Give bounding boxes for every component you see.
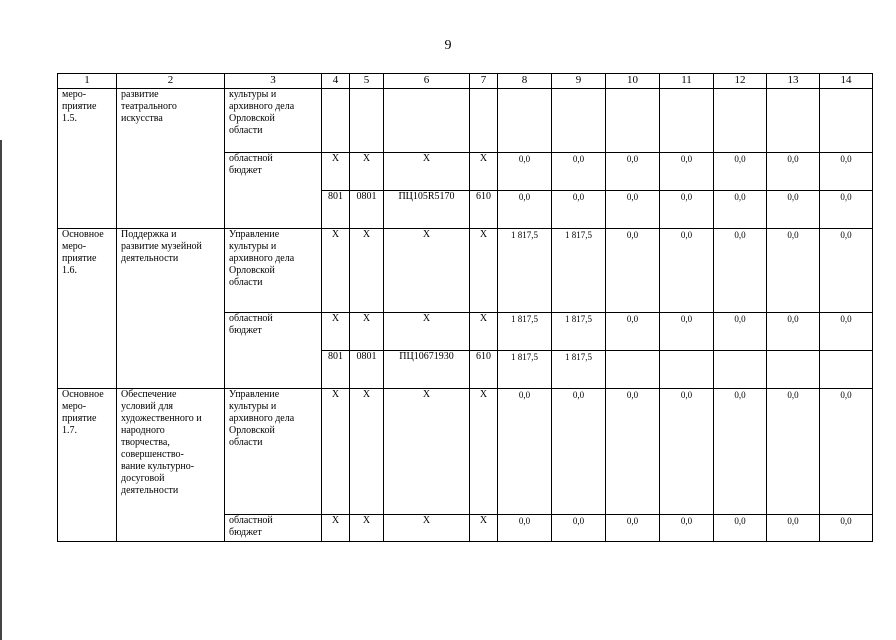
value-cell: 0,0 — [606, 191, 660, 229]
value-cell — [767, 351, 820, 389]
value-cell — [552, 89, 606, 153]
header-cell: 9 — [552, 74, 606, 89]
code-cell: X — [470, 313, 498, 351]
value-cell: 0,0 — [820, 153, 873, 191]
value-cell — [820, 351, 873, 389]
code-cell — [322, 89, 350, 153]
value-cell: 0,0 — [820, 515, 873, 542]
code-cell: X — [384, 313, 470, 351]
header-cell: 10 — [606, 74, 660, 89]
value-cell: 0,0 — [767, 515, 820, 542]
value-cell: 1 817,5 — [498, 229, 552, 313]
value-cell: 0,0 — [498, 153, 552, 191]
value-cell: 0,0 — [660, 313, 714, 351]
header-cell: 8 — [498, 74, 552, 89]
code-cell: X — [470, 229, 498, 313]
value-cell: 0,0 — [767, 229, 820, 313]
value-cell: 0,0 — [714, 229, 767, 313]
value-cell: 1 817,5 — [552, 351, 606, 389]
value-cell: 0,0 — [767, 153, 820, 191]
header-cell: 4 — [322, 74, 350, 89]
value-cell: 0,0 — [767, 313, 820, 351]
measure-number-cell: меро- приятие 1.5. — [58, 89, 117, 229]
code-cell: X — [350, 515, 384, 542]
code-cell: X — [322, 515, 350, 542]
value-cell: 0,0 — [606, 389, 660, 515]
header-cell: 5 — [350, 74, 384, 89]
code-cell: X — [470, 153, 498, 191]
code-cell: X — [350, 153, 384, 191]
value-cell: 0,0 — [767, 191, 820, 229]
header-cell: 14 — [820, 74, 873, 89]
code-cell: 801 — [322, 191, 350, 229]
code-cell: X — [350, 313, 384, 351]
header-cell: 12 — [714, 74, 767, 89]
header-row — [58, 74, 873, 89]
value-cell — [498, 89, 552, 153]
value-cell — [820, 89, 873, 153]
value-cell: 0,0 — [714, 389, 767, 515]
value-cell: 0,0 — [714, 153, 767, 191]
code-cell: X — [384, 153, 470, 191]
responsible-cell: Управление культуры и архивного дела Орловской области — [225, 229, 322, 313]
code-cell: X — [322, 229, 350, 313]
value-cell — [767, 89, 820, 153]
table-row — [58, 389, 873, 515]
value-cell — [714, 89, 767, 153]
code-cell: X — [470, 515, 498, 542]
code-cell — [384, 89, 470, 153]
value-cell: 0,0 — [767, 389, 820, 515]
header-cell: 11 — [660, 74, 714, 89]
header-cell: 6 — [384, 74, 470, 89]
value-cell: 0,0 — [606, 153, 660, 191]
value-cell: 0,0 — [660, 191, 714, 229]
value-cell: 0,0 — [660, 153, 714, 191]
responsible-cell: культуры и архивного дела Орловской области — [225, 89, 322, 153]
value-cell: 1 817,5 — [552, 313, 606, 351]
value-cell — [714, 351, 767, 389]
header-cell: 1 — [58, 74, 117, 89]
measure-number-cell: Основное меро- приятие 1.6. — [58, 229, 117, 389]
code-cell: X — [384, 229, 470, 313]
value-cell: 1 817,5 — [552, 229, 606, 313]
header-cell: 13 — [767, 74, 820, 89]
code-cell: X — [384, 515, 470, 542]
page-number: 9 — [444, 38, 452, 53]
code-cell: 610 — [470, 191, 498, 229]
code-cell: 801 — [322, 351, 350, 389]
value-cell: 0,0 — [820, 313, 873, 351]
value-cell: 0,0 — [498, 191, 552, 229]
code-cell: X — [350, 229, 384, 313]
code-cell: X — [350, 389, 384, 515]
measure-title-cell: Поддержка и развитие музейной деятельности — [117, 229, 225, 389]
responsible-cell: Управление культуры и архивного дела Орловской области — [225, 389, 322, 515]
code-cell: X — [322, 389, 350, 515]
code-cell: 0801 — [350, 351, 384, 389]
code-cell: X — [470, 389, 498, 515]
measure-title-cell: Обеспечение условий для художественного и народного творчества, совершенство- вание культурно- досуговой деятельности — [117, 389, 225, 542]
value-cell: 0,0 — [820, 191, 873, 229]
value-cell — [606, 351, 660, 389]
table-body — [58, 89, 873, 542]
measure-title-cell: развитие театрального искусства — [117, 89, 225, 229]
budget-table — [57, 73, 873, 542]
value-cell: 0,0 — [660, 229, 714, 313]
header-cell: 7 — [470, 74, 498, 89]
value-cell: 0,0 — [498, 515, 552, 542]
value-cell: 0,0 — [606, 229, 660, 313]
value-cell: 0,0 — [660, 389, 714, 515]
value-cell: 0,0 — [714, 515, 767, 542]
measure-number-cell: Основное меро- приятие 1.7. — [58, 389, 117, 542]
value-cell: 0,0 — [606, 313, 660, 351]
value-cell: 1 817,5 — [498, 351, 552, 389]
code-cell: X — [322, 313, 350, 351]
value-cell: 0,0 — [552, 515, 606, 542]
code-cell: 0801 — [350, 191, 384, 229]
value-cell: 0,0 — [498, 389, 552, 515]
responsible-cell: областной бюджет — [225, 515, 322, 542]
value-cell: 0,0 — [820, 389, 873, 515]
value-cell — [660, 351, 714, 389]
code-cell: 610 — [470, 351, 498, 389]
header-cell: 2 — [117, 74, 225, 89]
responsible-cell: областной бюджет — [225, 153, 322, 229]
value-cell: 0,0 — [552, 191, 606, 229]
code-cell — [350, 89, 384, 153]
scan-edge-mark — [0, 140, 2, 640]
value-cell: 0,0 — [714, 313, 767, 351]
responsible-cell: областной бюджет — [225, 313, 322, 389]
value-cell — [606, 89, 660, 153]
value-cell — [660, 89, 714, 153]
table-row — [58, 89, 873, 153]
code-cell: X — [322, 153, 350, 191]
value-cell: 1 817,5 — [498, 313, 552, 351]
header-cell: 3 — [225, 74, 322, 89]
value-cell: 0,0 — [820, 229, 873, 313]
code-cell: ПЦ10671930 — [384, 351, 470, 389]
value-cell: 0,0 — [660, 515, 714, 542]
code-cell — [470, 89, 498, 153]
value-cell: 0,0 — [606, 515, 660, 542]
value-cell: 0,0 — [714, 191, 767, 229]
table-row — [58, 229, 873, 313]
value-cell: 0,0 — [552, 153, 606, 191]
code-cell: ПЦ105R5170 — [384, 191, 470, 229]
code-cell: X — [384, 389, 470, 515]
value-cell: 0,0 — [552, 389, 606, 515]
